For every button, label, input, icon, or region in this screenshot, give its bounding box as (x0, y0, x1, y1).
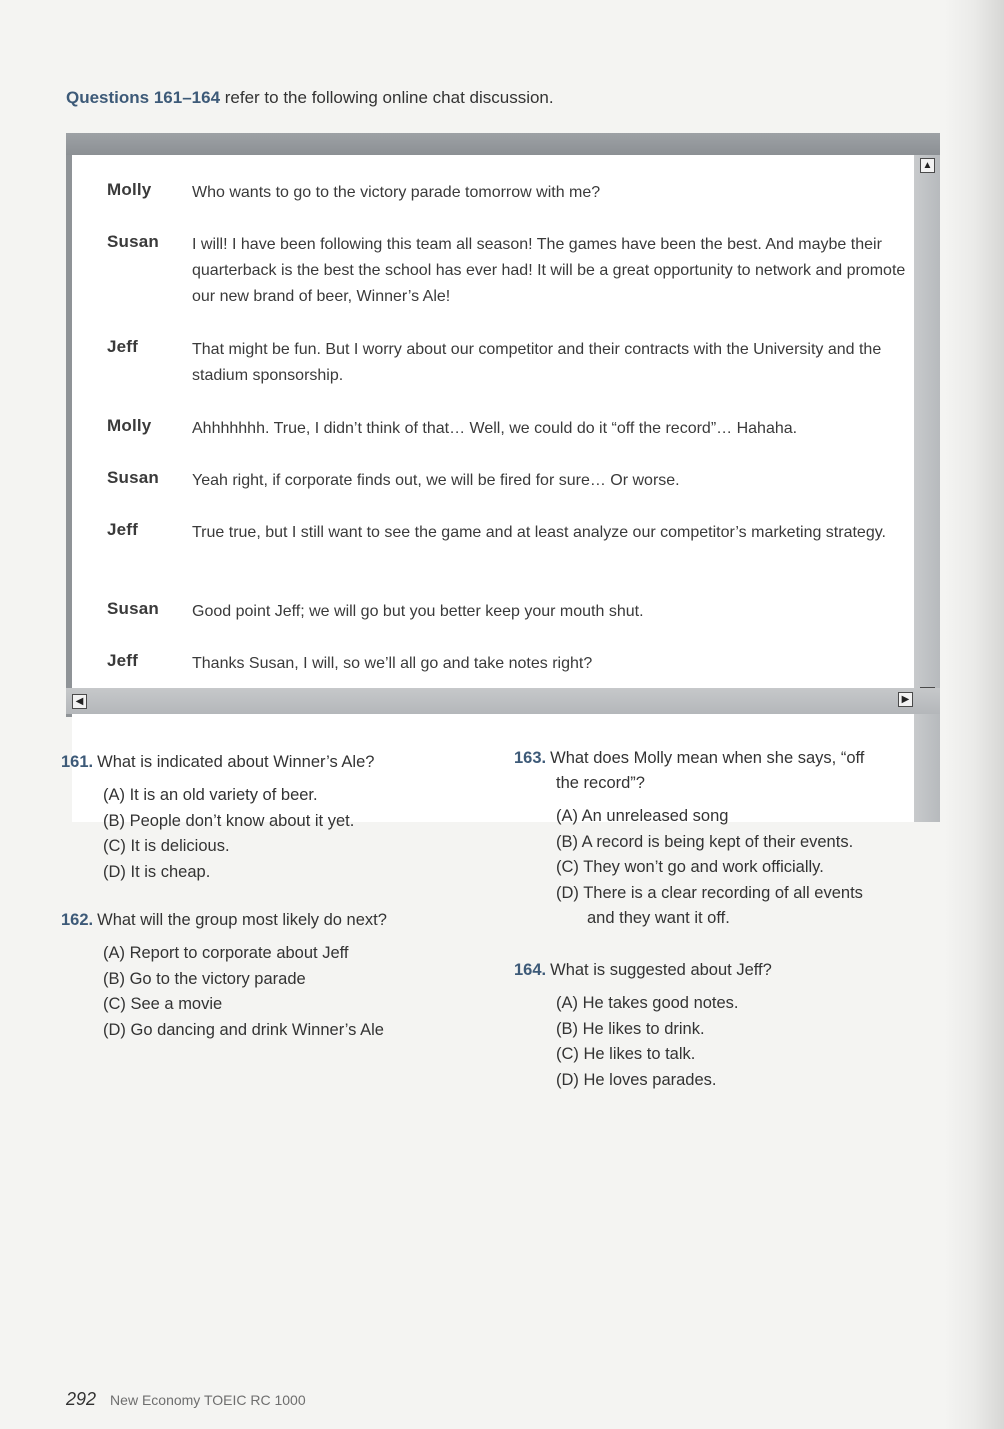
answer-option[interactable]: (D) There is a clear recording of all events (556, 883, 863, 902)
question-number: 164. (514, 961, 547, 979)
chat-sender: Molly (107, 180, 152, 199)
chat-sender: Susan (107, 468, 160, 487)
answer-option[interactable]: (B) People don’t know about it yet. (103, 811, 355, 830)
chat-message-text: True true, but I still want to see the game and at least analyze our competitor’s marketing strategy. (192, 524, 886, 541)
answer-option[interactable]: (C) They won’t go and work officially. (556, 858, 824, 876)
question-text: What does Molly mean when she says, “off (550, 749, 865, 767)
answer-option[interactable]: (D) It is cheap. (103, 862, 211, 881)
answer-option[interactable]: (C) It is delicious. (103, 837, 230, 855)
chat-sender: Jeff (107, 651, 139, 670)
scroll-right-icon[interactable]: ▶ (898, 692, 913, 707)
answer-option[interactable]: (C) He likes to talk. (556, 1045, 696, 1063)
answer-option[interactable]: (A) He takes good notes. (556, 994, 739, 1012)
scroll-up-icon[interactable]: ▲ (920, 158, 935, 173)
answer-option[interactable]: (A) Report to corporate about Jeff (103, 944, 349, 962)
answer-option[interactable]: (B) He likes to drink. (556, 1019, 705, 1038)
chat-message-text: Good point Jeff; we will go but you better keep your mouth shut. (192, 603, 644, 620)
questions-range: Questions 161–164 (66, 88, 221, 107)
question-161 (61, 750, 481, 885)
answer-option[interactable]: (A) It is an old variety of beer. (103, 786, 318, 804)
question-text: What is indicated about Winner’s Ale? (97, 753, 375, 771)
answer-options (514, 804, 934, 932)
scroll-left-icon[interactable]: ◀ (72, 694, 87, 709)
answer-option[interactable]: (B) A record is being kept of their events. (556, 832, 854, 851)
chat-message-area (72, 155, 920, 822)
answer-option[interactable]: (C) See a movie (103, 995, 223, 1013)
answer-options (514, 991, 934, 1093)
question-text: What is suggested about Jeff? (550, 961, 772, 979)
chat-sender: Jeff (107, 337, 139, 356)
chat-sender: Susan (107, 232, 160, 251)
question-text: What will the group most likely do next? (97, 911, 387, 929)
chat-message-text: That might be fun. But I worry about our competitor and their contracts with the University and the stadium sponsorship. (192, 341, 882, 384)
page-number: 292 (66, 1389, 97, 1409)
answer-option[interactable]: (B) Go to the victory parade (103, 969, 306, 988)
book-title: New Economy TOEIC RC 1000 (110, 1392, 306, 1408)
question-number: 163. (514, 749, 547, 767)
chat-sender: Jeff (107, 520, 139, 539)
page-edge-shadow (944, 0, 1004, 1429)
answer-option[interactable]: (D) Go dancing and drink Winner’s Ale (103, 1020, 384, 1039)
chat-sender: Susan (107, 599, 160, 618)
page-footer (66, 1389, 306, 1410)
chat-message-text: Yeah right, if corporate finds out, we will be fired for sure… Or worse. (192, 472, 680, 489)
chat-window (66, 133, 940, 717)
answer-options (61, 941, 481, 1043)
answer-option[interactable]: (D) He loves parades. (556, 1070, 717, 1089)
question-164 (514, 958, 934, 1093)
horizontal-scrollbar[interactable] (66, 688, 940, 714)
question-text-continued: the record”? (556, 774, 645, 792)
chat-message-text: Who wants to go to the victory parade tomorrow with me? (192, 184, 601, 201)
question-162 (61, 908, 481, 1043)
chat-titlebar (66, 133, 940, 155)
chat-message-text: Thanks Susan, I will, so we’ll all go and take notes right? (192, 655, 593, 672)
answer-option-continued: and they want it off. (587, 909, 730, 927)
question-number: 161. (61, 753, 94, 771)
question-163 (514, 746, 934, 932)
chat-sender: Molly (107, 416, 152, 435)
answer-option[interactable]: (A) An unreleased song (556, 807, 729, 825)
vertical-scrollbar[interactable] (914, 155, 940, 822)
question-number: 162. (61, 911, 94, 929)
intro-line (66, 88, 554, 108)
answer-options (61, 783, 481, 885)
chat-message-text: Ahhhhhhh. True, I didn’t think of that… Well, we could do it “off the record”… Hahaha. (192, 420, 798, 437)
intro-text: refer to the following online chat discussion. (220, 88, 554, 107)
chat-message-text: I will! I have been following this team all season! The games have been the best. And maybe their quarterback is the best the school has ever had! It will be a great opportunity to network and promote our new brand of beer, Winner’s Ale! (192, 236, 906, 305)
